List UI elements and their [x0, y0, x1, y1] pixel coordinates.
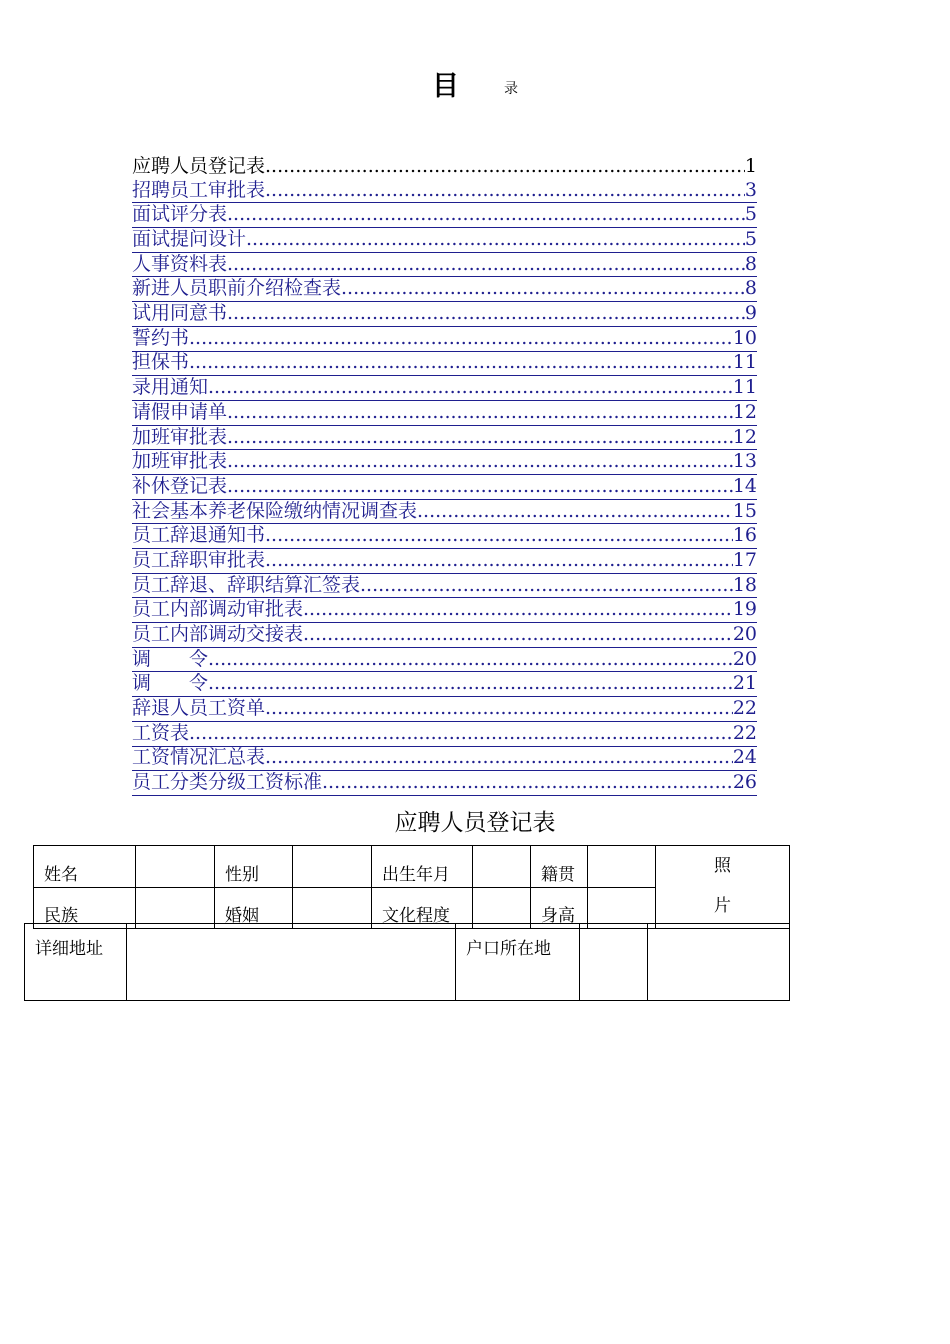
toc-dot-leader	[265, 179, 745, 203]
toc-dot-leader	[246, 228, 745, 252]
photo-cell[interactable]	[656, 846, 790, 929]
birth-field[interactable]	[473, 846, 531, 888]
applicant-form-table	[33, 845, 790, 929]
toc-dot-leader	[265, 697, 733, 721]
toc-entry-label: 请假申请单	[132, 400, 228, 423]
toc-entry-label: 员工辞职审批表	[132, 549, 266, 571]
toc-entry-page: 12	[732, 400, 757, 423]
origin-label: 籍贯	[531, 846, 588, 888]
toc-entry[interactable]	[132, 302, 757, 327]
toc-entry[interactable]	[132, 253, 757, 278]
toc-dot-leader	[303, 623, 733, 647]
toc-dot-leader	[341, 277, 745, 301]
gender-field[interactable]	[293, 846, 372, 888]
toc-entry[interactable]	[132, 747, 757, 772]
toc-entry-label: 招聘员工审批表	[132, 178, 266, 201]
address-field[interactable]	[127, 924, 456, 1001]
toc-entry-label: 新进人员职前介绍检查表	[132, 277, 342, 300]
table-of-contents	[132, 154, 757, 796]
toc-entry[interactable]	[132, 623, 757, 648]
toc-dot-leader	[303, 598, 733, 622]
toc-entry[interactable]	[132, 327, 757, 352]
toc-entry-label: 人事资料表	[132, 252, 228, 275]
toc-entry-label: 补休登记表	[132, 474, 228, 497]
toc-entry-page: 14	[732, 474, 757, 497]
toc-dot-leader	[227, 401, 733, 425]
toc-dot-leader	[265, 549, 733, 573]
toc-entry[interactable]	[132, 426, 757, 451]
toc-entry-page: 11	[732, 376, 757, 399]
toc-entry-page: 21	[732, 672, 757, 695]
toc-entry-label: 工资表	[132, 721, 190, 744]
toc-entry[interactable]	[132, 697, 757, 722]
toc-entry-page: 16	[732, 524, 757, 547]
toc-entry[interactable]	[132, 352, 757, 377]
toc-dot-leader	[189, 327, 733, 351]
toc-entry[interactable]	[132, 228, 757, 253]
toc-entry[interactable]	[132, 648, 757, 673]
toc-entry-page: 5	[744, 203, 757, 226]
toc-title-main: 目	[432, 71, 459, 102]
toc-entry[interactable]	[132, 203, 757, 228]
gender-label: 性别	[215, 846, 293, 888]
toc-entry-page: 20	[732, 647, 757, 670]
toc-entry-page: 18	[732, 573, 757, 596]
toc-dot-leader	[227, 426, 733, 450]
address-label: 详细地址	[25, 924, 127, 1001]
toc-dot-leader	[227, 450, 733, 474]
toc-entry-label: 誓约书	[132, 326, 190, 349]
hukou-extra-field[interactable]	[648, 924, 790, 1001]
toc-entry-label: 社会基本养老保险缴纳情况调查表	[132, 499, 418, 522]
toc-entry-page: 20	[732, 623, 757, 646]
toc-entry-page: 17	[732, 549, 757, 571]
toc-entry-page: 5	[744, 228, 757, 251]
marriage-label: 婚姻	[215, 887, 293, 929]
toc-entry[interactable]	[132, 574, 757, 599]
toc-entry[interactable]	[132, 376, 757, 401]
education-label: 文化程度	[372, 887, 473, 929]
toc-entry[interactable]	[132, 277, 757, 302]
toc-entry-page: 8	[744, 252, 757, 275]
toc-entry[interactable]	[132, 475, 757, 500]
toc-entry-label: 工资情况汇总表	[132, 746, 266, 769]
toc-entry-page: 11	[732, 351, 757, 374]
toc-entry-label: 担保书	[132, 351, 190, 374]
toc-title-secondary: 录	[504, 81, 518, 97]
hukou-label: 户口所在地	[456, 924, 580, 1001]
hukou-field[interactable]	[580, 924, 648, 1001]
toc-entry-page: 22	[732, 721, 757, 744]
toc-dot-leader	[322, 771, 733, 795]
toc-dot-leader	[208, 648, 733, 672]
toc-title	[0, 64, 950, 104]
toc-entry-label: 加班审批表	[132, 425, 228, 448]
toc-entry-label: 员工辞退通知书	[132, 524, 266, 547]
toc-entry-label: 试用同意书	[132, 302, 228, 325]
toc-entry[interactable]	[132, 524, 757, 549]
toc-entry-label: 员工内部调动交接表	[132, 623, 304, 646]
toc-entry[interactable]	[132, 549, 757, 574]
toc-dot-leader	[227, 302, 745, 326]
photo-label-1: 照	[714, 856, 731, 876]
toc-entry-page: 10	[732, 326, 757, 349]
toc-entry-label: 辞退人员工资单	[132, 697, 266, 720]
toc-dot-leader	[265, 154, 745, 179]
height-label: 身高	[531, 887, 588, 929]
toc-entry-page: 8	[744, 277, 757, 300]
toc-entry[interactable]	[132, 401, 757, 426]
photo-label-2: 片	[714, 896, 731, 916]
toc-entry[interactable]	[132, 500, 757, 525]
ethnicity-label: 民族	[34, 887, 136, 929]
toc-entry-page: 3	[744, 178, 757, 201]
toc-entry[interactable]	[132, 179, 757, 204]
toc-entry-page: 19	[732, 598, 757, 621]
toc-entry-page: 24	[732, 746, 757, 769]
toc-entry-page: 1	[744, 154, 757, 177]
toc-dot-leader	[208, 376, 733, 400]
toc-entry-label: 员工分类分级工资标准	[132, 771, 323, 794]
toc-entry-label: 调 令	[132, 647, 209, 670]
toc-dot-leader	[208, 672, 733, 696]
toc-entry[interactable]	[132, 450, 757, 475]
toc-entry-label: 应聘人员登记表	[132, 154, 266, 177]
toc-dot-leader	[189, 352, 733, 376]
toc-entry-page: 15	[732, 499, 757, 522]
birth-label: 出生年月	[372, 846, 473, 888]
toc-entry-label: 面试提问设计	[132, 228, 247, 251]
toc-entry[interactable]	[132, 771, 757, 796]
toc-entry-page: 22	[732, 697, 757, 720]
toc-entry[interactable]	[132, 672, 757, 697]
toc-entry-page: 13	[732, 450, 757, 473]
toc-dot-leader	[189, 722, 733, 746]
toc-entry[interactable]	[132, 598, 757, 623]
toc-entry-label: 录用通知	[132, 376, 209, 399]
address-form-table	[24, 923, 790, 1001]
toc-entry-label: 调 令	[132, 672, 209, 695]
toc-dot-leader	[265, 524, 733, 548]
toc-entry	[132, 154, 757, 179]
toc-entry-label: 员工辞退、辞职结算汇签表	[132, 573, 361, 596]
toc-dot-leader	[227, 253, 745, 277]
form-title: 应聘人员登记表	[394, 810, 556, 836]
toc-dot-leader	[360, 574, 733, 598]
toc-dot-leader	[265, 747, 733, 771]
toc-entry-label: 加班审批表	[132, 450, 228, 473]
toc-entry[interactable]	[132, 722, 757, 747]
name-field[interactable]	[136, 846, 215, 888]
toc-dot-leader	[227, 203, 745, 227]
toc-dot-leader	[227, 475, 733, 499]
toc-entry-page: 12	[732, 425, 757, 448]
toc-entry-page: 26	[732, 771, 757, 794]
origin-field[interactable]	[588, 846, 656, 888]
toc-entry-label: 面试评分表	[132, 203, 228, 226]
toc-dot-leader	[417, 500, 733, 524]
toc-entry-page: 9	[744, 302, 757, 325]
toc-entry-label: 员工内部调动审批表	[132, 598, 304, 621]
name-label: 姓名	[34, 846, 136, 888]
